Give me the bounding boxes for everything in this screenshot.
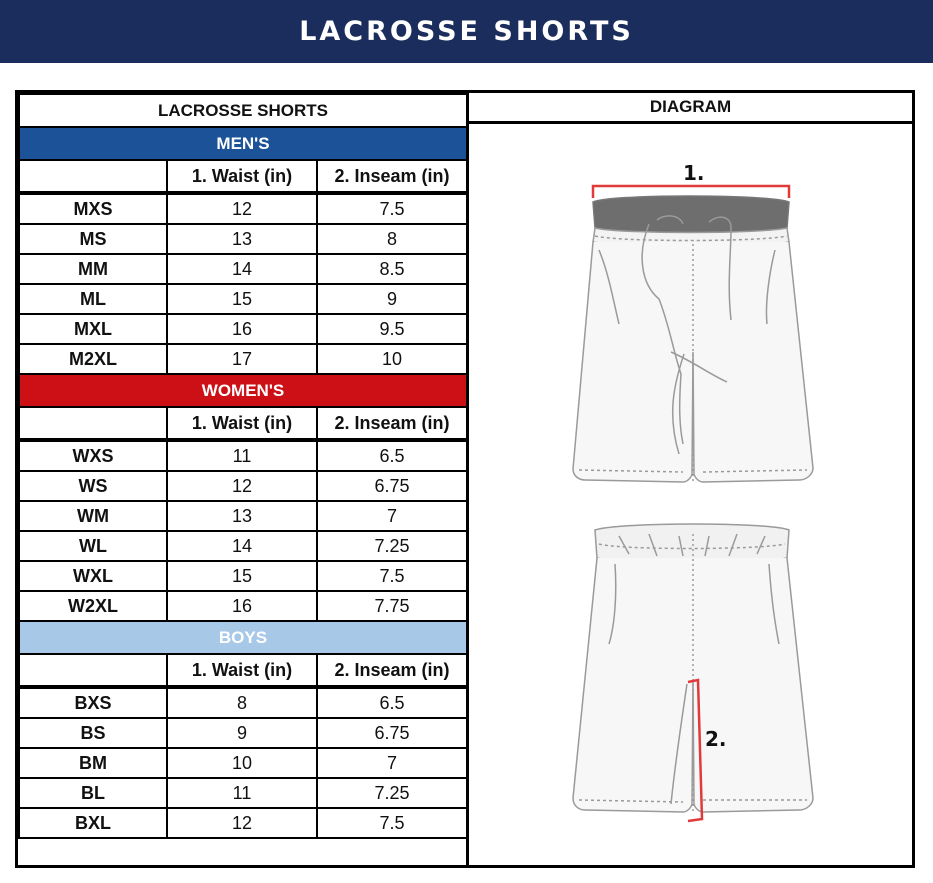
- size-cell: MS: [19, 224, 167, 254]
- waist-cell: 16: [167, 591, 317, 621]
- inseam-cell: 7.5: [317, 193, 467, 224]
- table-row: [19, 501, 467, 531]
- waist-cell: 15: [167, 561, 317, 591]
- size-cell: BL: [19, 778, 167, 808]
- inseam-cell: 7.75: [317, 591, 467, 621]
- table-row: [19, 748, 467, 778]
- section-title: BOYS: [19, 621, 467, 654]
- size-cell: WXS: [19, 440, 167, 471]
- inseam-cell: 7.25: [317, 531, 467, 561]
- section-title: MEN'S: [19, 127, 467, 160]
- inseam-cell: 7.25: [317, 778, 467, 808]
- table-row: [19, 344, 467, 374]
- size-cell: M2XL: [19, 344, 167, 374]
- section-header-women: [19, 374, 467, 407]
- column-header-row: [19, 654, 467, 687]
- size-cell: BM: [19, 748, 167, 778]
- shorts-diagram: [469, 124, 912, 865]
- table-row: [19, 314, 467, 344]
- inseam-cell: 6.5: [317, 687, 467, 718]
- waist-cell: 14: [167, 254, 317, 284]
- waist-cell: 17: [167, 344, 317, 374]
- waist-cell: 10: [167, 748, 317, 778]
- waist-marker-label: 1.: [683, 161, 705, 185]
- size-cell: MM: [19, 254, 167, 284]
- size-column-header: [19, 654, 167, 687]
- table-row: [19, 531, 467, 561]
- inseam-column-header: 2. Inseam (in): [317, 654, 467, 687]
- section-header-men: [19, 127, 467, 160]
- size-cell: MXS: [19, 193, 167, 224]
- waist-cell: 12: [167, 471, 317, 501]
- waist-cell: 14: [167, 531, 317, 561]
- table-row: [19, 284, 467, 314]
- table-row: [19, 561, 467, 591]
- waist-cell: 16: [167, 314, 317, 344]
- waist-column-header: 1. Waist (in): [167, 654, 317, 687]
- inseam-cell: 7: [317, 501, 467, 531]
- waist-cell: 12: [167, 808, 317, 838]
- section-header-boys: [19, 621, 467, 654]
- waist-cell: 13: [167, 501, 317, 531]
- waist-column-header: 1. Waist (in): [167, 160, 317, 193]
- table-row: [19, 193, 467, 224]
- inseam-cell: 9: [317, 284, 467, 314]
- table-row: [19, 687, 467, 718]
- waist-cell: 8: [167, 687, 317, 718]
- size-cell: BXS: [19, 687, 167, 718]
- table-row: [19, 591, 467, 621]
- inseam-cell: 7.5: [317, 561, 467, 591]
- inseam-cell: 8.5: [317, 254, 467, 284]
- size-cell: WL: [19, 531, 167, 561]
- size-column-header: [19, 160, 167, 193]
- inseam-cell: 10: [317, 344, 467, 374]
- inseam-cell: 6.75: [317, 718, 467, 748]
- size-cell: BS: [19, 718, 167, 748]
- size-cell: ML: [19, 284, 167, 314]
- size-cell: BXL: [19, 808, 167, 838]
- inseam-marker-label: 2.: [705, 727, 727, 751]
- size-column-header: [19, 407, 167, 440]
- table-row: [19, 808, 467, 838]
- inseam-column-header: 2. Inseam (in): [317, 160, 467, 193]
- size-table: [18, 93, 468, 839]
- size-cell: W2XL: [19, 591, 167, 621]
- inseam-cell: 9.5: [317, 314, 467, 344]
- inseam-column-header: 2. Inseam (in): [317, 407, 467, 440]
- shorts-back-illustration: [573, 524, 813, 814]
- table-row: [19, 224, 467, 254]
- waist-cell: 11: [167, 440, 317, 471]
- size-cell: WXL: [19, 561, 167, 591]
- waist-cell: 13: [167, 224, 317, 254]
- table-row: [19, 254, 467, 284]
- waist-cell: 9: [167, 718, 317, 748]
- table-row: [19, 718, 467, 748]
- table-title: LACROSSE SHORTS: [19, 94, 467, 127]
- waist-cell: 15: [167, 284, 317, 314]
- section-title: WOMEN'S: [19, 374, 467, 407]
- diagram-title: DIAGRAM: [466, 93, 912, 124]
- shorts-front-illustration: [573, 196, 813, 484]
- size-chart: [15, 90, 915, 868]
- inseam-cell: 7.5: [317, 808, 467, 838]
- inseam-cell: 8: [317, 224, 467, 254]
- page-banner-title: LACROSSE SHORTS: [0, 0, 933, 63]
- column-header-row: [19, 407, 467, 440]
- size-cell: WM: [19, 501, 167, 531]
- table-row: [19, 471, 467, 501]
- inseam-cell: 7: [317, 748, 467, 778]
- table-row: [19, 778, 467, 808]
- diagram-area: [466, 124, 912, 865]
- column-header-row: [19, 160, 467, 193]
- inseam-cell: 6.75: [317, 471, 467, 501]
- table-row: [19, 440, 467, 471]
- waist-cell: 11: [167, 778, 317, 808]
- waist-cell: 12: [167, 193, 317, 224]
- size-cell: WS: [19, 471, 167, 501]
- size-cell: MXL: [19, 314, 167, 344]
- inseam-cell: 6.5: [317, 440, 467, 471]
- waist-column-header: 1. Waist (in): [167, 407, 317, 440]
